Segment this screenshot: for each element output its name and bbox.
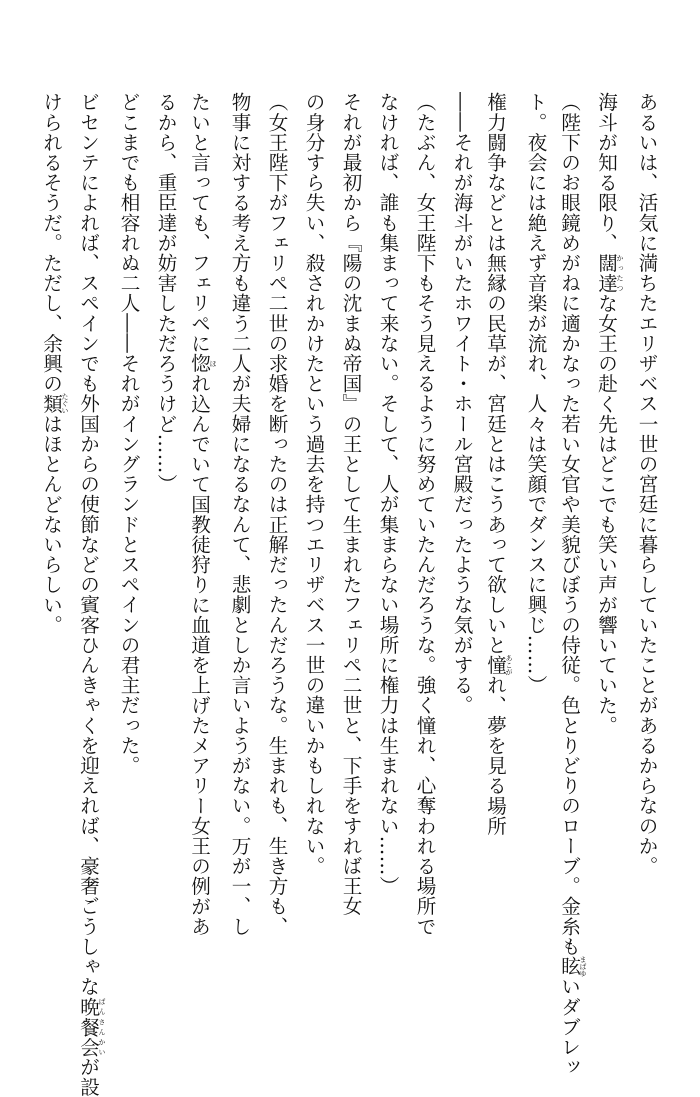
text-line-6: ――それが海斗がいたホワイト・ホール宮殿だったような気がする。	[450, 92, 473, 716]
text-line-7: （たぶん、女王陛下もそう見えるように努めていたんだろうな。強く憧れ、心奪われる場所で	[413, 92, 436, 937]
text-line-13: たいと言っても、フェリペに惚ほれ込んでいて国教徒狩りに血道を上げたメアリー女王の例があ	[187, 92, 217, 937]
text-line-16: ビセンテによれば、スペインでも外国からの使節などの賓客ひんきゃくを迎えれば、豪奢ごうしゃな晩餐会ばんさんかいが設	[76, 92, 106, 1097]
text-line-12: 物事に対する考え方も違う二人が夫婦になるなんて、悲劇としか言いようがない。万が一、し	[228, 92, 251, 937]
furigana: 眩まばゆ	[557, 955, 587, 977]
text-line-8: なければ、誰も集まって来ない。そして、人が集まらない場所に権力は生まれない……）	[376, 92, 399, 896]
text-line-2: 海斗が知る限り、闊達かったつな女王の赴く先はどこでも笑い声が響いていた。	[594, 92, 624, 736]
furigana: 惚ほ	[187, 353, 217, 374]
furigana: 類たぐい	[39, 393, 69, 415]
text-line-5: 権力闘争などとは無縁の民草が、宮廷とはこうあって欲しいと憧あこがれ、夢を見る場所	[483, 92, 513, 836]
text-line-14: るから、重臣達が妨害しただろうけど……）	[154, 92, 177, 494]
text-line-1: あるいは、活気に満ちたエリザベス一世の宮廷に暮らしていたことがあるからなのか。	[635, 92, 658, 876]
text-line-4: ト。夜会には絶えず音楽が流れ、人々は笑顔でダンスに興じ……）	[524, 92, 547, 695]
text-line-3: （陛下のお眼鏡めがねに適かなった若い女官や美貌びぼうの侍従。色とりどりのローブ。金糸も眩まばゆいダブレッ	[557, 92, 587, 1077]
furigana: 憧あこが	[483, 654, 513, 676]
text-line-10: の身分すら失い、殺されかけたという過去を持つエリザベス一世の違いかもしれない。	[302, 92, 325, 876]
text-line-11: （女王陛下がフェリペ二世の求婚を断ったのは正解だったんだろうな。生まれも、生き方も、	[265, 92, 288, 937]
furigana: 闊達かったつ	[594, 252, 624, 294]
furigana: 晩餐会ばんさんかい	[76, 996, 106, 1057]
text-line-15: どこまでも相容れぬ二人――それがイングランドとスペインの君主だった。	[117, 92, 140, 776]
text-line-17: けられるそうだ。ただし、余興の類たぐいはほとんどないらしい。	[39, 92, 69, 635]
text-line-9: それが最初から『陽の沈まぬ帝国』の王として生まれたフェリペ二世と、下手をすれば王女	[339, 92, 362, 917]
